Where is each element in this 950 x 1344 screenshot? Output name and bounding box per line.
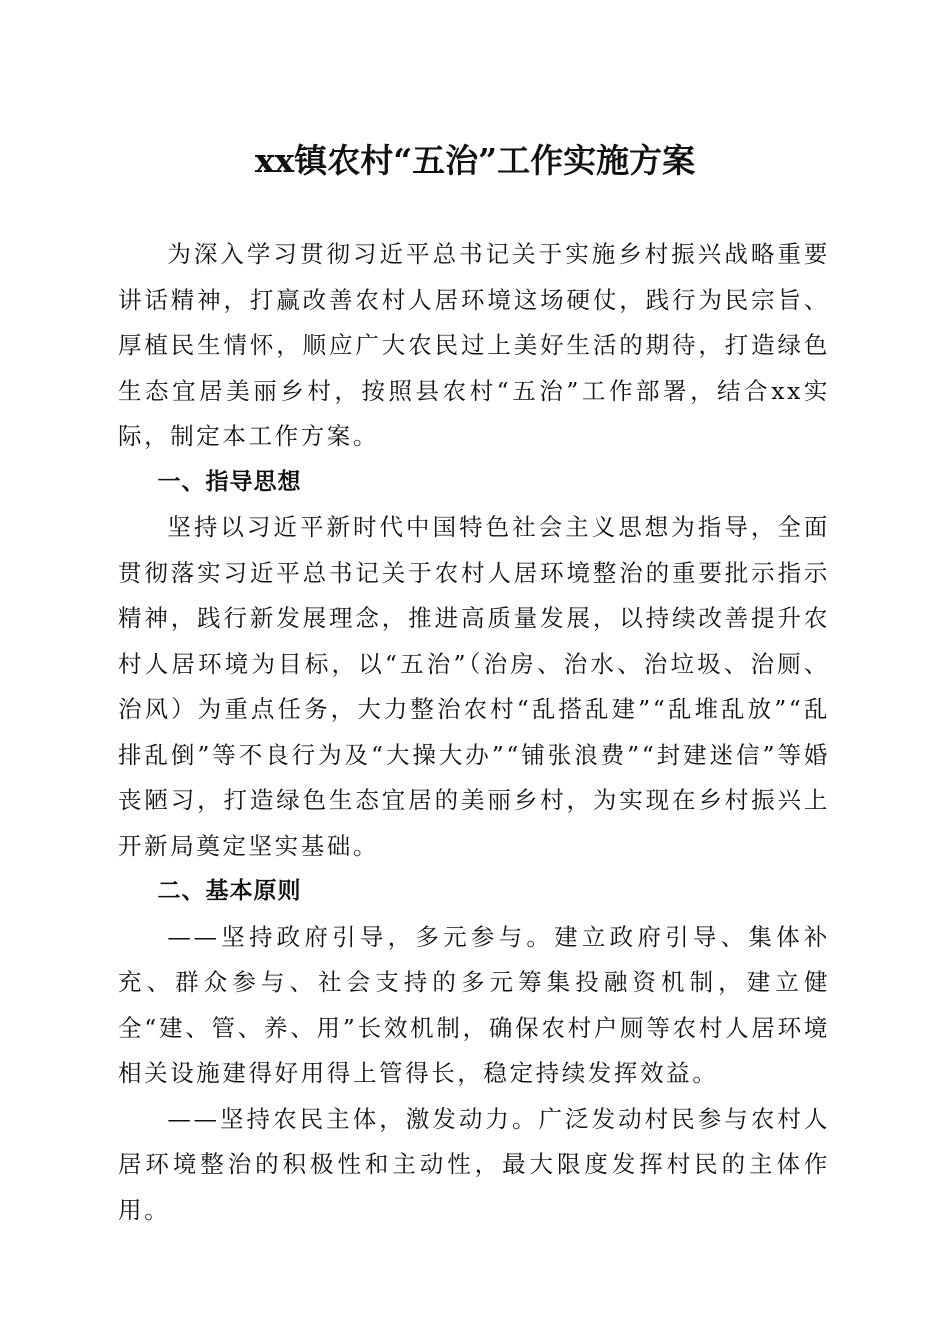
document-title: xx镇农村“五治”工作实施方案 [254,141,696,180]
section-heading-basic-principles: 二、基本原则 [157,878,302,904]
intro-paragraph: 为深入学习贯彻习近平总书记关于实施乡村振兴战略重要讲话精神，打赢改善农村人居环境这场硬仗，践行为民宗旨、厚植民生情怀，顺应广大农民过上美好生活的期待，打造绿色生态宜居美丽乡村，按照县农村“五治”工作部署，结合xx实际，制定本工作方案。 [118,240,830,450]
section-heading-guiding-ideology: 一、指导思想 [157,468,302,495]
guiding-ideology-paragraph: 坚持以习近平新时代中国特色社会主义思想为指导，全面贯彻落实习近平总书记关于农村人居环境整治的重要批示指示精神，践行新发展理念，推进高质量发展，以持续改善提升农村人居环境为目标，以“五治”（治房、治水、治垃圾、治厕、治风）为重点任务，大力整治农村“乱搭乱建”“乱堆乱放”“乱排乱倒”等不良行为及“大操大办”“铺张浪费”“封建迷信”等婚丧陋习，打造绿色生态宜居的美丽乡村，为实现在乡村振兴上开新局奠定坚实基础。 [118,513,830,860]
document-body [118,232,830,1233]
principle-paragraph-1: ——坚持政府引导，多元参与。建立政府引导、集体补充、群众参与、社会支持的多元筹集投融资机制，建立健全“建、管、养、用”长效机制，确保农村户厕等农村人居环境相关设施建得好用得上管得长，稳定持续发挥效益。 [118,922,830,1087]
principle-paragraph-2: ——坚持农民主体，激发动力。广泛发动村民参与农村人居环境整治的积极性和主动性，最大限度发挥村民的主体作用。 [118,1104,830,1224]
